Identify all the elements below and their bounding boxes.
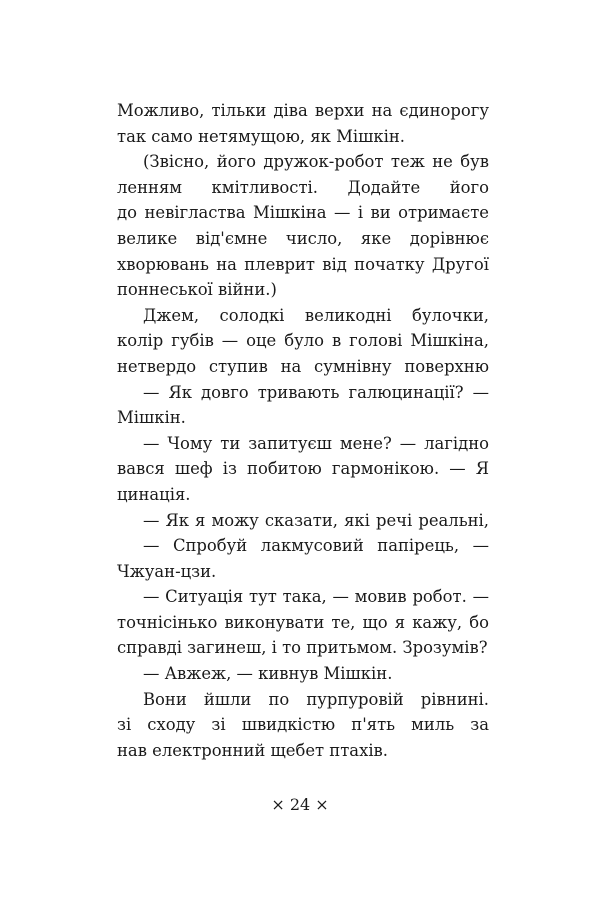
text-line: велике від'ємне число, яке дорівнює <box>117 228 489 248</box>
text-line: — Спробуй лакмусовий папірець, — <box>143 536 489 556</box>
text-line: поннеської війни.) <box>117 280 277 300</box>
text-line: нав електронний щебет птахів. <box>117 740 388 760</box>
text-line: Мішкін. <box>117 408 186 428</box>
text-line: Джем, солодкі великодні булочки, <box>143 305 489 325</box>
text-line: цинація. <box>117 484 191 504</box>
text-line: точнісінько виконувати те, що я кажу, бо <box>117 612 489 632</box>
text-line: — Чому ти запитуєш мене? — лагідно <box>143 433 489 453</box>
page-text <box>117 98 489 763</box>
text-line: так само нетямущою, як Мішкін. <box>117 126 405 146</box>
text-line: зі сходу зі швидкістю п'ять миль за <box>117 715 489 735</box>
text-line: вався шеф із побитою гармонікою. — Я <box>117 459 489 479</box>
text-line: (Звісно, його дружок-робот теж не був <box>143 152 489 172</box>
text-line: хворювань на плеврит від початку Другої <box>117 254 489 274</box>
text-line: — Авжеж, — кивнув Мішкін. <box>143 664 393 684</box>
text-line: — Як я можу сказати, які речі реальні, <box>143 510 489 530</box>
text-line: Можливо, тільки діва верхи на єдинорогу <box>117 101 489 120</box>
page-number: × 24 × <box>271 795 329 814</box>
text-line: Чжуан-цзи. <box>117 561 217 581</box>
text-line: — Ситуація тут така, — мовив робот. — <box>143 587 489 607</box>
text-line: Вони йшли по пурпуровій рівнині. <box>143 689 489 709</box>
text-line: ленням кмітливості. Додайте його <box>117 177 489 197</box>
text-line: нетвердо ступив на сумнівну поверхню <box>117 356 489 376</box>
text-line: справді загинеш, і то притьмом. Зрозумів? <box>117 638 488 658</box>
text-line: — Як довго тривають галюцинації? — <box>143 382 489 402</box>
text-line: до невігластва Мішкіна — і ви отримаєте <box>117 203 489 223</box>
text-line: колір губів — оце було в голові Мішкіна, <box>117 331 489 351</box>
